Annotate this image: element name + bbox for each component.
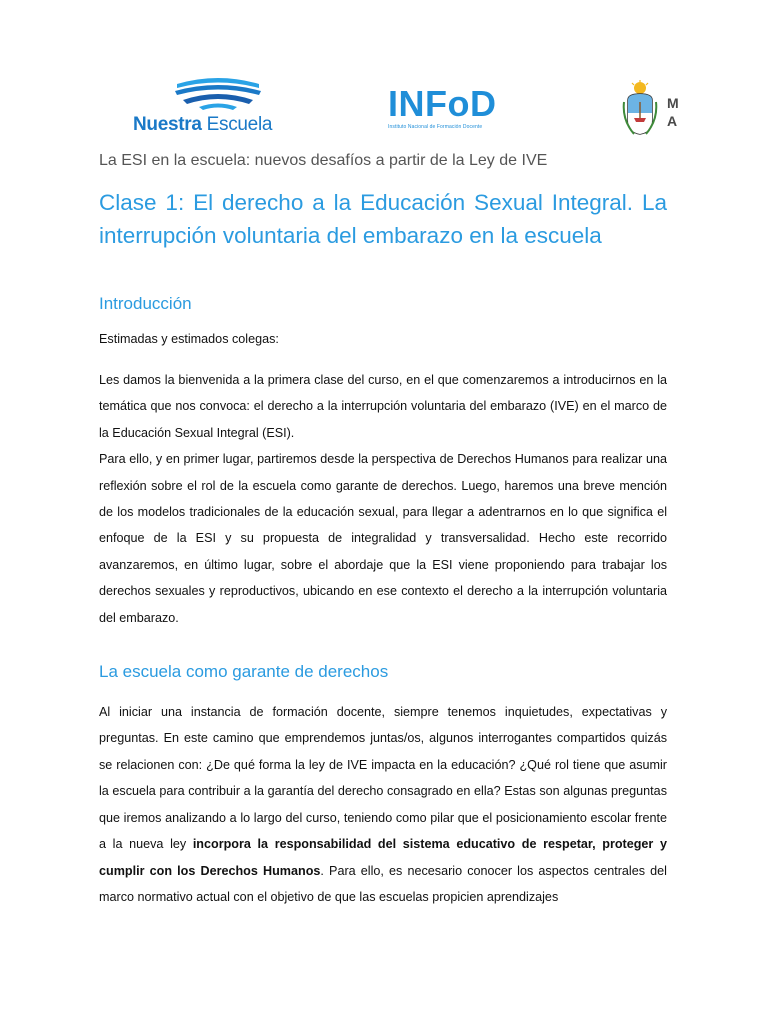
page-header: [0, 0, 768, 145]
section-heading-escuela-garante: La escuela como garante de derechos: [99, 662, 389, 682]
section-heading-introduccion: Introducción: [99, 294, 192, 313]
infod-wordmark: INFoD: [388, 83, 497, 124]
nuestra-escuela-emblem-icon: [173, 74, 263, 114]
ministerio-logo: [620, 80, 768, 142]
class-title: Clase 1: El derecho a la Educación Sexual Integral. La interrupción voluntaria del embarazo en la escuela: [99, 190, 667, 248]
intro-paragraph-2: Para ello, y en primer lugar, partiremos desde la perspectiva de Derechos Humanos para realizar una reflexión sobre el rol de la escuela como garante de derechos. Luego, haremos una breve mención de los modelos tradicionales de la educación sexual, para llegar a adentrarnos en lo que significa el enfoque de la ESI y su propuesta de integralidad y transversalidad. Hecho este recorrido avanzaremos, en último lugar, sobre el abordaje que la ESI viene proponiendo para trabajar los derechos sexuales y reproductivos, ubicando en ese contexto el derecho a la interrupción voluntaria del embarazo.: [99, 452, 667, 625]
intro-paragraph-1: Les damos la bienvenida a la primera clase del curso, en el que comenzaremos a introducirnos en la temática que nos convoca: el derecho a la interrupción voluntaria del embarazo (IVE) en el marco de la Educación Sexual Integral (ESI).: [99, 373, 667, 440]
course-title: La ESI en la escuela: nuevos desafíos a partir de la Ley de IVE: [99, 152, 548, 169]
document-body: [99, 150, 667, 910]
infod-subtitle: Instituto Nacional de Formación Docente: [388, 124, 483, 130]
escuela-paragraph-text-a: Al iniciar una instancia de formación docente, siempre tenemos inquietudes, expectativas y preguntas. En este camino que emprendemos juntas/os, algunos interrogantes compartidos quizás se relacionen con: ¿De qué forma la ley de IVE impacta en la educación? ¿Qué rol tiene que asumir la escuela para contribuir a la garantía del derecho consagrado en ella? Estas son algunas preguntas que iremos analizando a lo largo del curso, teniendo como pilar que el posicionamiento escolar frente a la nueva ley: [99, 705, 667, 852]
argentina-coat-of-arms-icon: [620, 80, 660, 138]
ministerio-letters: M A: [667, 95, 679, 129]
greeting-text: Estimadas y estimados colegas:: [99, 332, 279, 346]
escuela-word: Escuela: [201, 114, 273, 135]
escuela-paragraph-text-b: . Para ello, es necesario conocer los aspectos centrales del marco normativo actual con el objetivo de que las escuelas propicien aprendizajes: [99, 863, 667, 904]
infod-logo: [388, 84, 518, 140]
nuestra-escuela-logo: [133, 74, 283, 138]
escuela-paragraph-1: [99, 699, 667, 910]
nuestra-word: Nuestra: [133, 114, 202, 135]
escuela-paragraph-bold: incorpora la responsabilidad del sistema educativo de respetar, proteger y cumplir con los Derechos Humanos: [99, 837, 667, 878]
nuestra-escuela-wordmark: [133, 114, 272, 136]
